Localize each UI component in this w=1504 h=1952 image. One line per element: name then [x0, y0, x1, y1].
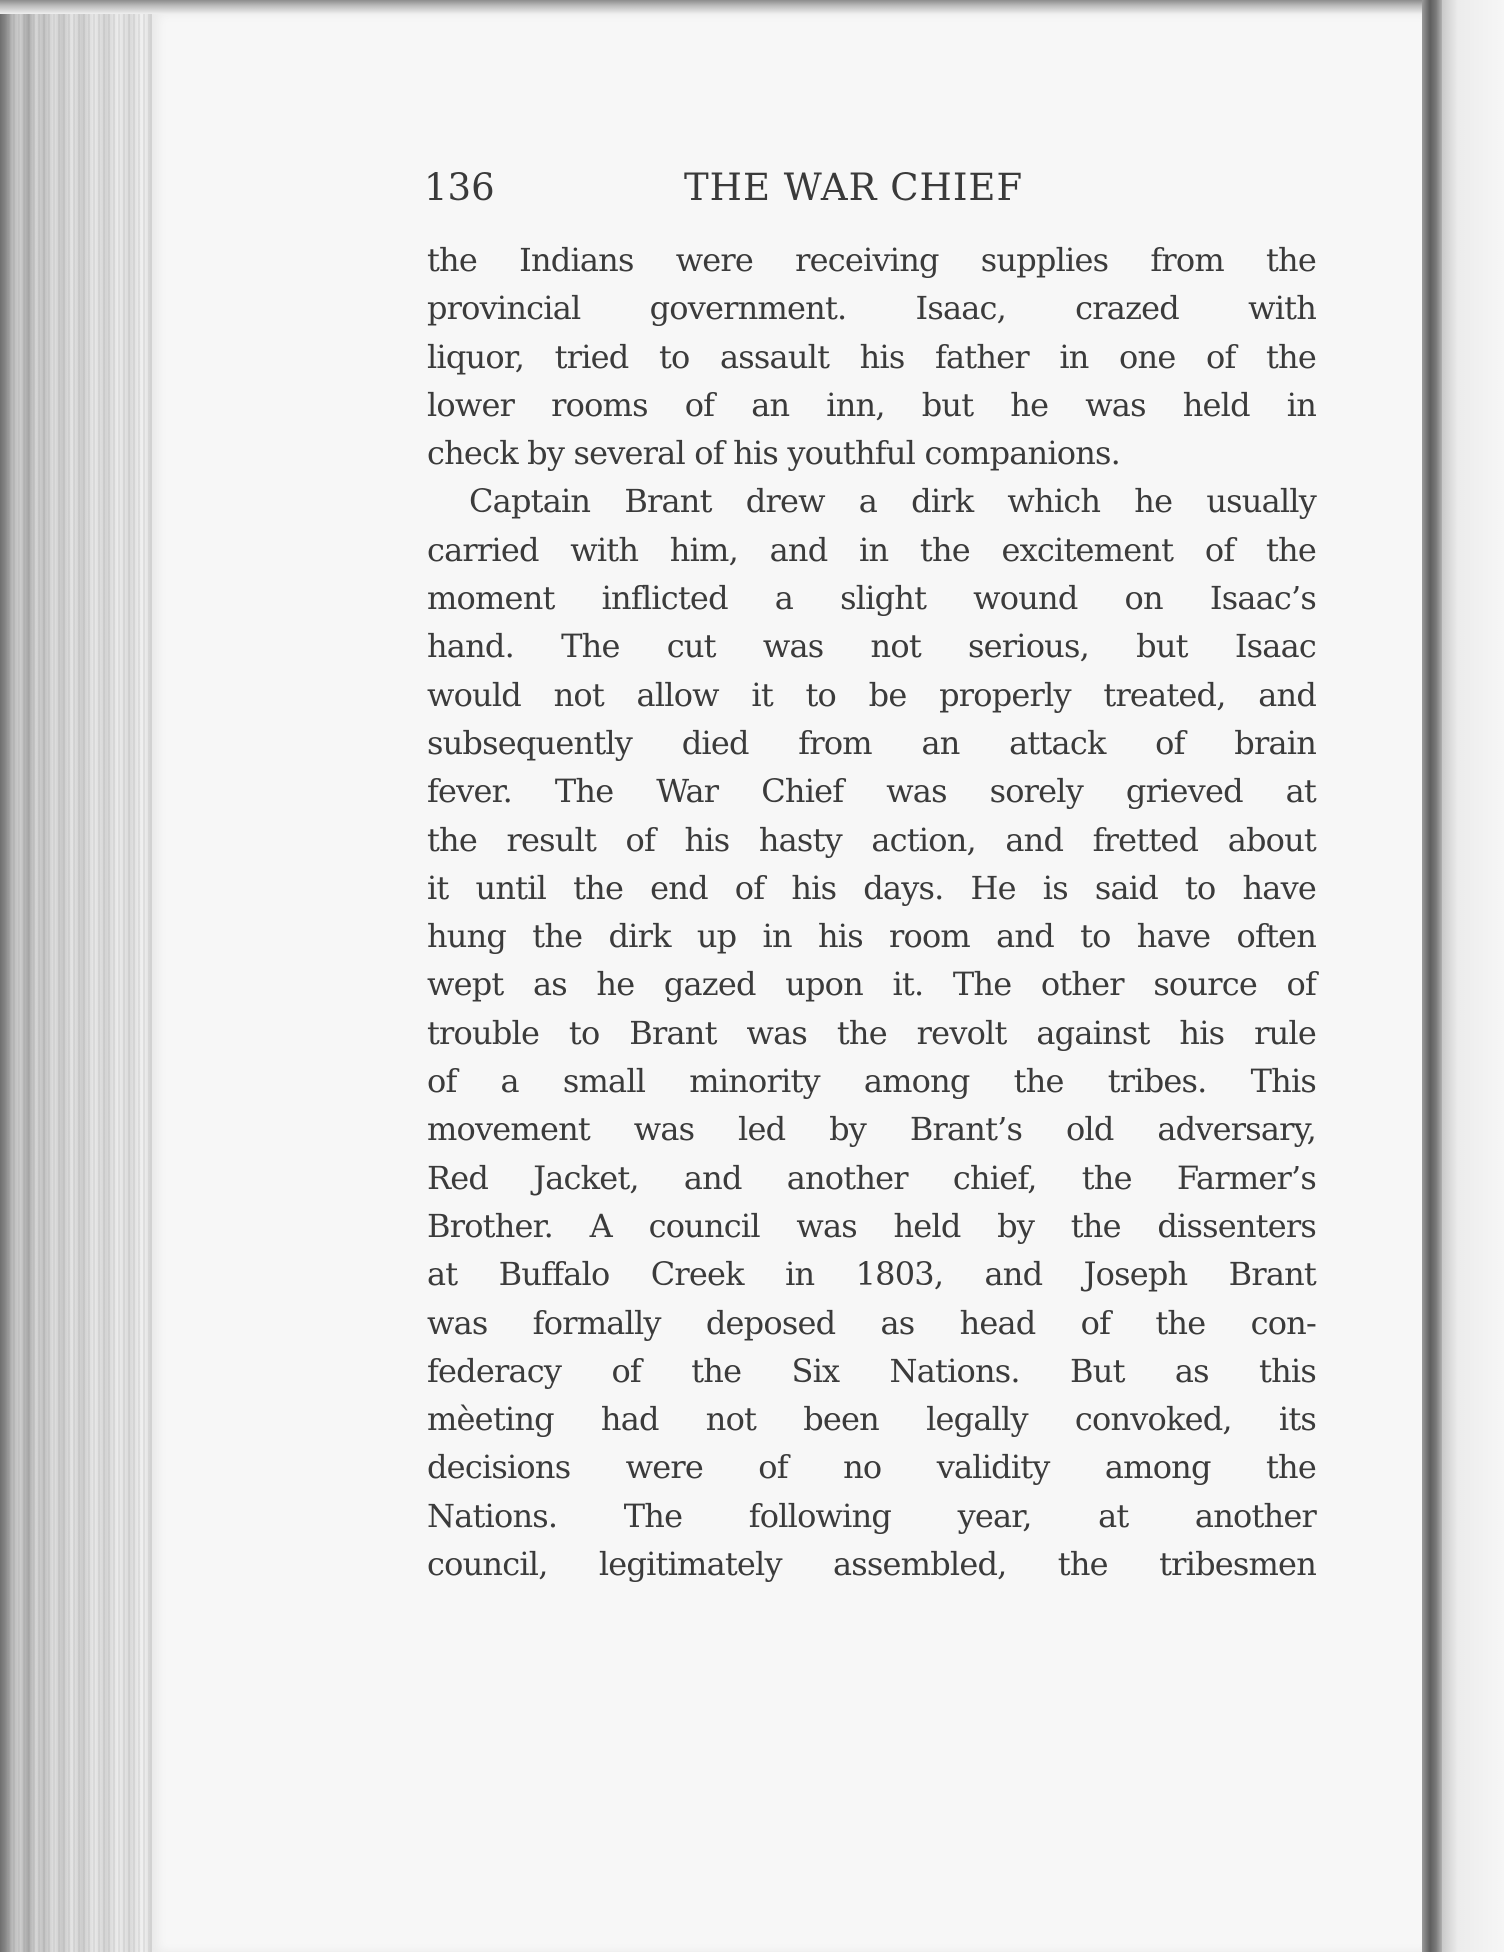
text-line: was formally deposed as head of the con- [427, 1303, 1316, 1342]
text-line: provincial government. Isaac, crazed with [427, 289, 1316, 328]
text-line: lower rooms of an inn, but he was held in [427, 385, 1316, 424]
text-line: hand. The cut was not serious, but Isaac [427, 627, 1316, 666]
binding-gutter [1422, 0, 1442, 1952]
text-line: Brother. A council was held by the dissenters [427, 1206, 1316, 1245]
text-line: at Buffalo Creek in 1803, and Joseph Brant [427, 1255, 1316, 1294]
text-line: council, legitimately assembled, the tribesmen [427, 1545, 1316, 1584]
text-line: Captain Brant drew a dirk which he usually [469, 482, 1316, 521]
text-line: it until the end of his days. He is said to have [427, 868, 1316, 907]
text-line: moment inflicted a slight wound on Isaac’s [427, 579, 1316, 618]
text-line: subsequently died from an attack of brain [427, 723, 1316, 762]
text-line: liquor, tried to assault his father in one of the [427, 337, 1316, 376]
text-line: wept as he gazed upon it. The other source of [427, 965, 1316, 1004]
text-line: Nations. The following year, at another [427, 1496, 1316, 1535]
running-head: THE WAR CHIEF [684, 166, 1024, 209]
text-line: fever. The War Chief was sorely grieved at [427, 772, 1316, 811]
text-line: mèeting had not been legally convoked, its [427, 1400, 1316, 1439]
text-line: hung the dirk up in his room and to have often [427, 917, 1316, 956]
page-number: 136 [424, 166, 495, 209]
text-line: Red Jacket, and another chief, the Farmer’s [427, 1158, 1316, 1197]
top-shadow [0, 0, 1504, 14]
text-line: check by several of his youthful companions. [427, 434, 1121, 473]
text-line: the result of his hasty action, and fretted about [427, 820, 1316, 859]
next-page-edge [1442, 0, 1504, 1952]
text-line: carried with him, and in the excitement of the [427, 530, 1316, 569]
text-line: movement was led by Brant’s old adversary, [427, 1110, 1316, 1149]
text-line: the Indians were receiving supplies from the [427, 241, 1316, 279]
text-line: would not allow it to be properly treated, and [427, 675, 1316, 714]
text-line: trouble to Brant was the revolt against his rule [427, 1013, 1316, 1052]
text-line: federacy of the Six Nations. But as this [427, 1351, 1316, 1390]
body-text [427, 236, 1316, 1588]
text-line: of a small minority among the tribes. This [427, 1062, 1316, 1101]
page-edges [0, 0, 150, 1952]
text-line: decisions were of no validity among the [427, 1448, 1316, 1487]
page-header [424, 166, 1324, 220]
